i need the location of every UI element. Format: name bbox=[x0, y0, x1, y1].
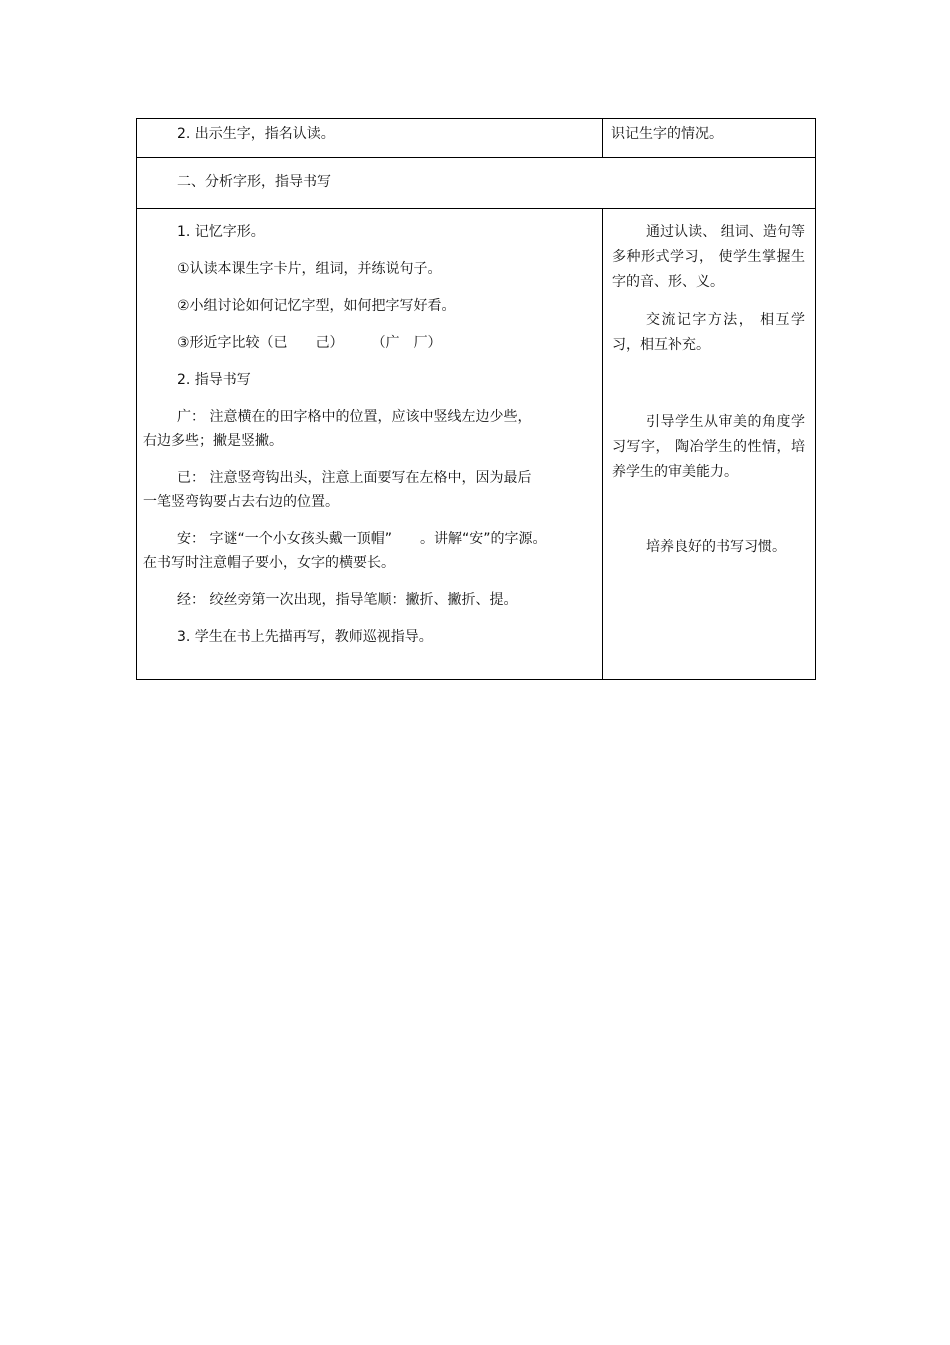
an-origin: 。讲解“安”的字源。 bbox=[419, 531, 547, 547]
compare-c: （广 bbox=[371, 335, 400, 351]
purpose-cell bbox=[603, 119, 816, 158]
step-text: 2. 出示生字，指名认读。 bbox=[177, 126, 335, 142]
sub-step-2: ②小组讨论如何记忆字型，如何把字写好看。 bbox=[177, 298, 456, 314]
lesson-plan-table bbox=[136, 118, 816, 680]
compare-d: 厂） bbox=[413, 335, 442, 351]
purpose-cell bbox=[603, 209, 816, 680]
step-item-2: 2. 指导书写 bbox=[177, 372, 251, 388]
an-riddle: 安： 字谜“一个小女孩头戴一顶帽” bbox=[177, 531, 392, 547]
step-cell bbox=[137, 119, 603, 158]
an-line-2: 在书写时注意帽子要小，女字的横要长。 bbox=[143, 555, 395, 571]
purpose-text: 识记生字的情况。 bbox=[611, 126, 723, 142]
table-row bbox=[137, 209, 816, 680]
section-title: 二、分析字形，指导书写 bbox=[177, 174, 331, 190]
step-item-3: 3. 学生在书上先描再写，教师巡视指导。 bbox=[177, 629, 433, 645]
yi-line-2: 一笔竖弯钩要占去右边的位置。 bbox=[143, 494, 339, 510]
teaching-steps-cell bbox=[137, 209, 603, 680]
purpose-para-1: 通过认读、 组词、造句等多种形式学习， 使学生掌握生字的音、形、义。 bbox=[612, 224, 805, 290]
purpose-para-3: 引导学生从审美的角度学习写字， 陶冶学生的性情，培养学生的审美能力。 bbox=[612, 414, 805, 480]
an-line-1 bbox=[137, 527, 602, 551]
guang-line-2: 右边多些；撇是竖撇。 bbox=[143, 433, 283, 449]
section-row bbox=[137, 158, 816, 209]
guang-line-1: 广： 注意横在的田字格中的位置，应该中竖线左边少些， bbox=[177, 409, 532, 425]
jing-line: 经： 绞丝旁第一次出现，指导笔顺：撇折、撇折、提。 bbox=[177, 592, 518, 608]
purpose-para-4: 培养良好的书写习惯。 bbox=[646, 539, 786, 555]
purpose-para-2: 交流记字方法， 相互学习，相互补充。 bbox=[612, 312, 805, 353]
compare-a: ③形近字比较（已 bbox=[177, 335, 288, 351]
step-item-1: 1. 记忆字形。 bbox=[177, 224, 265, 240]
sub-step-3 bbox=[137, 331, 602, 355]
compare-b: 己） bbox=[315, 335, 344, 351]
sub-step-1: ①认读本课生字卡片，组词，并练说句子。 bbox=[177, 261, 442, 277]
section-cell bbox=[137, 158, 816, 209]
table-row bbox=[137, 119, 816, 158]
yi-line-1: 已： 注意竖弯钩出头，注意上面要写在左格中，因为最后 bbox=[177, 470, 532, 486]
